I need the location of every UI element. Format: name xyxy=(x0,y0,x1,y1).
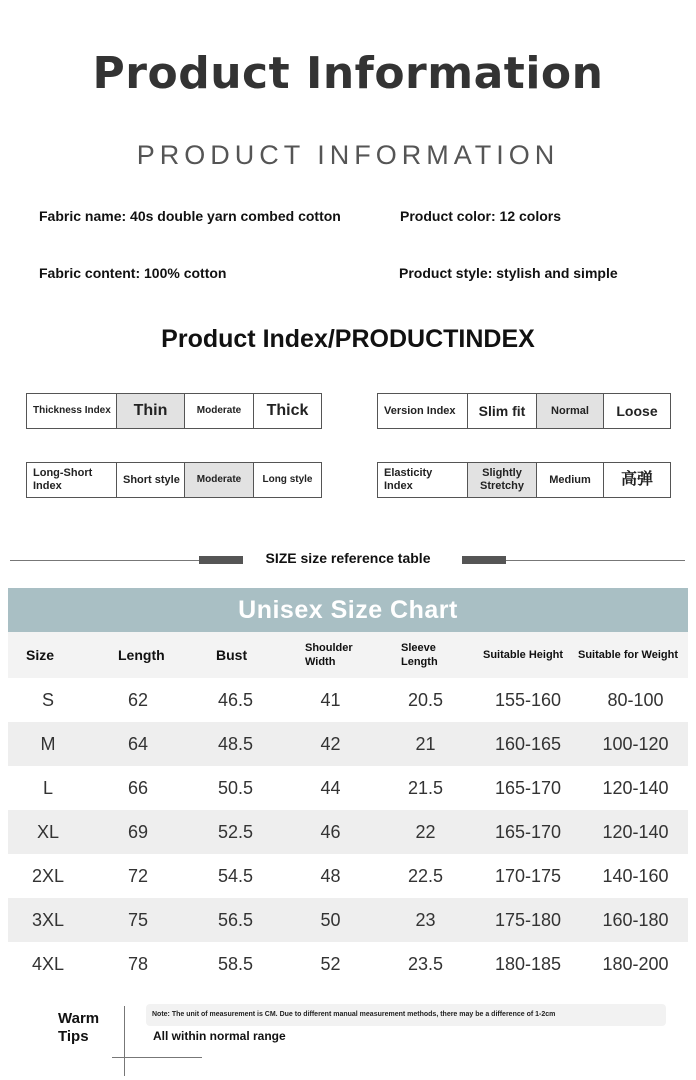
thickness-option-thick: Thick xyxy=(266,401,309,419)
table-cell: 64 xyxy=(127,733,149,754)
elasticity-option-slightly-stretchy: Slightly Stretchy xyxy=(468,463,537,497)
table-cell: 50 xyxy=(320,909,341,930)
table-cell: 52.5 xyxy=(217,821,254,842)
table-row xyxy=(8,854,688,898)
version-option-slim-fit: Slim fit xyxy=(468,394,537,428)
table-cell: 180-185 xyxy=(494,953,562,974)
column-header: Bust xyxy=(216,647,248,663)
warm-tips-title: Warm Tips xyxy=(58,1010,100,1045)
normal-range-note: All within normal range xyxy=(153,1029,286,1043)
thickness-index-label: Thickness Index xyxy=(27,394,117,428)
version-index-table xyxy=(377,393,671,429)
fabric-content: Fabric content: 100% cotton xyxy=(39,265,227,281)
table-cell: 160-180 xyxy=(602,909,669,930)
table-row xyxy=(8,898,688,942)
table-cell: 160-165 xyxy=(494,733,562,754)
size-reference-label: SIZE size reference table xyxy=(265,550,431,566)
table-cell: 180-200 xyxy=(602,953,669,974)
table-cell: 170-175 xyxy=(494,865,562,886)
table-cell: 155-160 xyxy=(494,689,562,710)
length-option-short: Short style xyxy=(117,463,185,497)
thickness-option-thin: Thin xyxy=(117,394,185,428)
table-row xyxy=(8,942,688,986)
table-row xyxy=(8,722,688,766)
product-style: Product style: stylish and simple xyxy=(399,265,618,281)
table-cell: 23.5 xyxy=(407,953,444,974)
table-cell: M xyxy=(40,733,56,754)
table-cell: 62 xyxy=(127,689,149,710)
elasticity-index-label: Elasticity Index xyxy=(378,463,468,497)
page-title: Product Information xyxy=(92,48,604,99)
table-cell: 72 xyxy=(127,865,149,886)
table-cell: 54.5 xyxy=(217,865,254,886)
table-cell: L xyxy=(42,777,53,798)
table-cell: 21.5 xyxy=(407,777,444,798)
table-cell: 22.5 xyxy=(407,865,444,886)
version-option-normal: Normal xyxy=(537,394,604,428)
tips-divider-vertical xyxy=(124,1006,125,1076)
table-cell: 4XL xyxy=(31,953,65,974)
table-cell: 66 xyxy=(127,777,149,798)
table-cell: 165-170 xyxy=(494,777,562,798)
table-cell: 46.5 xyxy=(217,689,254,710)
length-index-table xyxy=(26,462,322,498)
table-cell: 22 xyxy=(415,821,436,842)
column-header: Suitable Height xyxy=(483,648,564,661)
table-cell: 42 xyxy=(320,733,341,754)
table-row xyxy=(8,678,688,722)
table-cell: 21 xyxy=(415,733,436,754)
product-index-title: Product Index/PRODUCTINDEX xyxy=(161,325,535,353)
table-cell: 41 xyxy=(320,689,341,710)
elasticity-option-medium: Medium xyxy=(537,463,604,497)
elasticity-option-high: 高弹 xyxy=(620,470,653,488)
length-index-label: Long-Short Index xyxy=(27,463,117,497)
fabric-name: Fabric name: 40s double yarn combed cotton xyxy=(39,208,341,224)
table-cell: 23 xyxy=(415,909,436,930)
table-cell: 48 xyxy=(320,865,341,886)
measurement-note: Note: The unit of measurement is CM. Due to different manual measurement methods, there may be a difference of 1-2cm xyxy=(152,1011,556,1018)
length-option-long: Long style xyxy=(262,474,313,486)
table-cell: 2XL xyxy=(31,865,65,886)
tips-divider-horizontal xyxy=(112,1057,202,1058)
column-header: Size xyxy=(26,647,55,663)
thickness-index-table xyxy=(26,393,322,429)
table-row xyxy=(8,810,688,854)
size-table xyxy=(8,632,688,986)
thickness-option-moderate: Moderate xyxy=(185,394,254,428)
table-cell: 48.5 xyxy=(217,733,254,754)
table-cell: 75 xyxy=(127,909,149,930)
table-row xyxy=(8,766,688,810)
table-cell: 69 xyxy=(127,821,149,842)
table-cell: 165-170 xyxy=(494,821,562,842)
table-cell: 50.5 xyxy=(217,777,254,798)
table-cell: 100-120 xyxy=(602,733,669,754)
table-cell: 175-180 xyxy=(494,909,562,930)
table-cell: 120-140 xyxy=(602,821,669,842)
table-cell: 140-160 xyxy=(602,865,669,886)
table-cell: 120-140 xyxy=(602,777,669,798)
table-cell: 3XL xyxy=(31,909,65,930)
size-chart-banner xyxy=(8,588,688,632)
table-cell: XL xyxy=(36,821,60,842)
table-cell: 20.5 xyxy=(407,689,444,710)
table-cell: 78 xyxy=(127,953,149,974)
table-cell: 56.5 xyxy=(217,909,254,930)
table-cell: 44 xyxy=(320,777,341,798)
table-cell: 80-100 xyxy=(607,689,664,710)
column-header: Shoulder Width xyxy=(305,641,353,668)
column-header: Sleeve Length xyxy=(401,641,438,668)
size-table-header xyxy=(8,632,688,678)
table-cell: 52 xyxy=(320,953,341,974)
size-chart-title: Unisex Size Chart xyxy=(238,595,458,624)
table-cell: 46 xyxy=(320,821,341,842)
table-cell: S xyxy=(41,689,54,710)
column-header: Length xyxy=(118,647,165,663)
page-subtitle: PRODUCT INFORMATION xyxy=(136,140,560,170)
product-color: Product color: 12 colors xyxy=(400,208,562,224)
elasticity-index-table xyxy=(377,462,671,498)
version-option-loose: Loose xyxy=(616,402,658,419)
column-header: Suitable for Weight xyxy=(578,648,679,661)
length-option-moderate: Moderate xyxy=(185,463,254,497)
version-index-label: Version Index xyxy=(378,394,468,428)
table-cell: 58.5 xyxy=(217,953,254,974)
